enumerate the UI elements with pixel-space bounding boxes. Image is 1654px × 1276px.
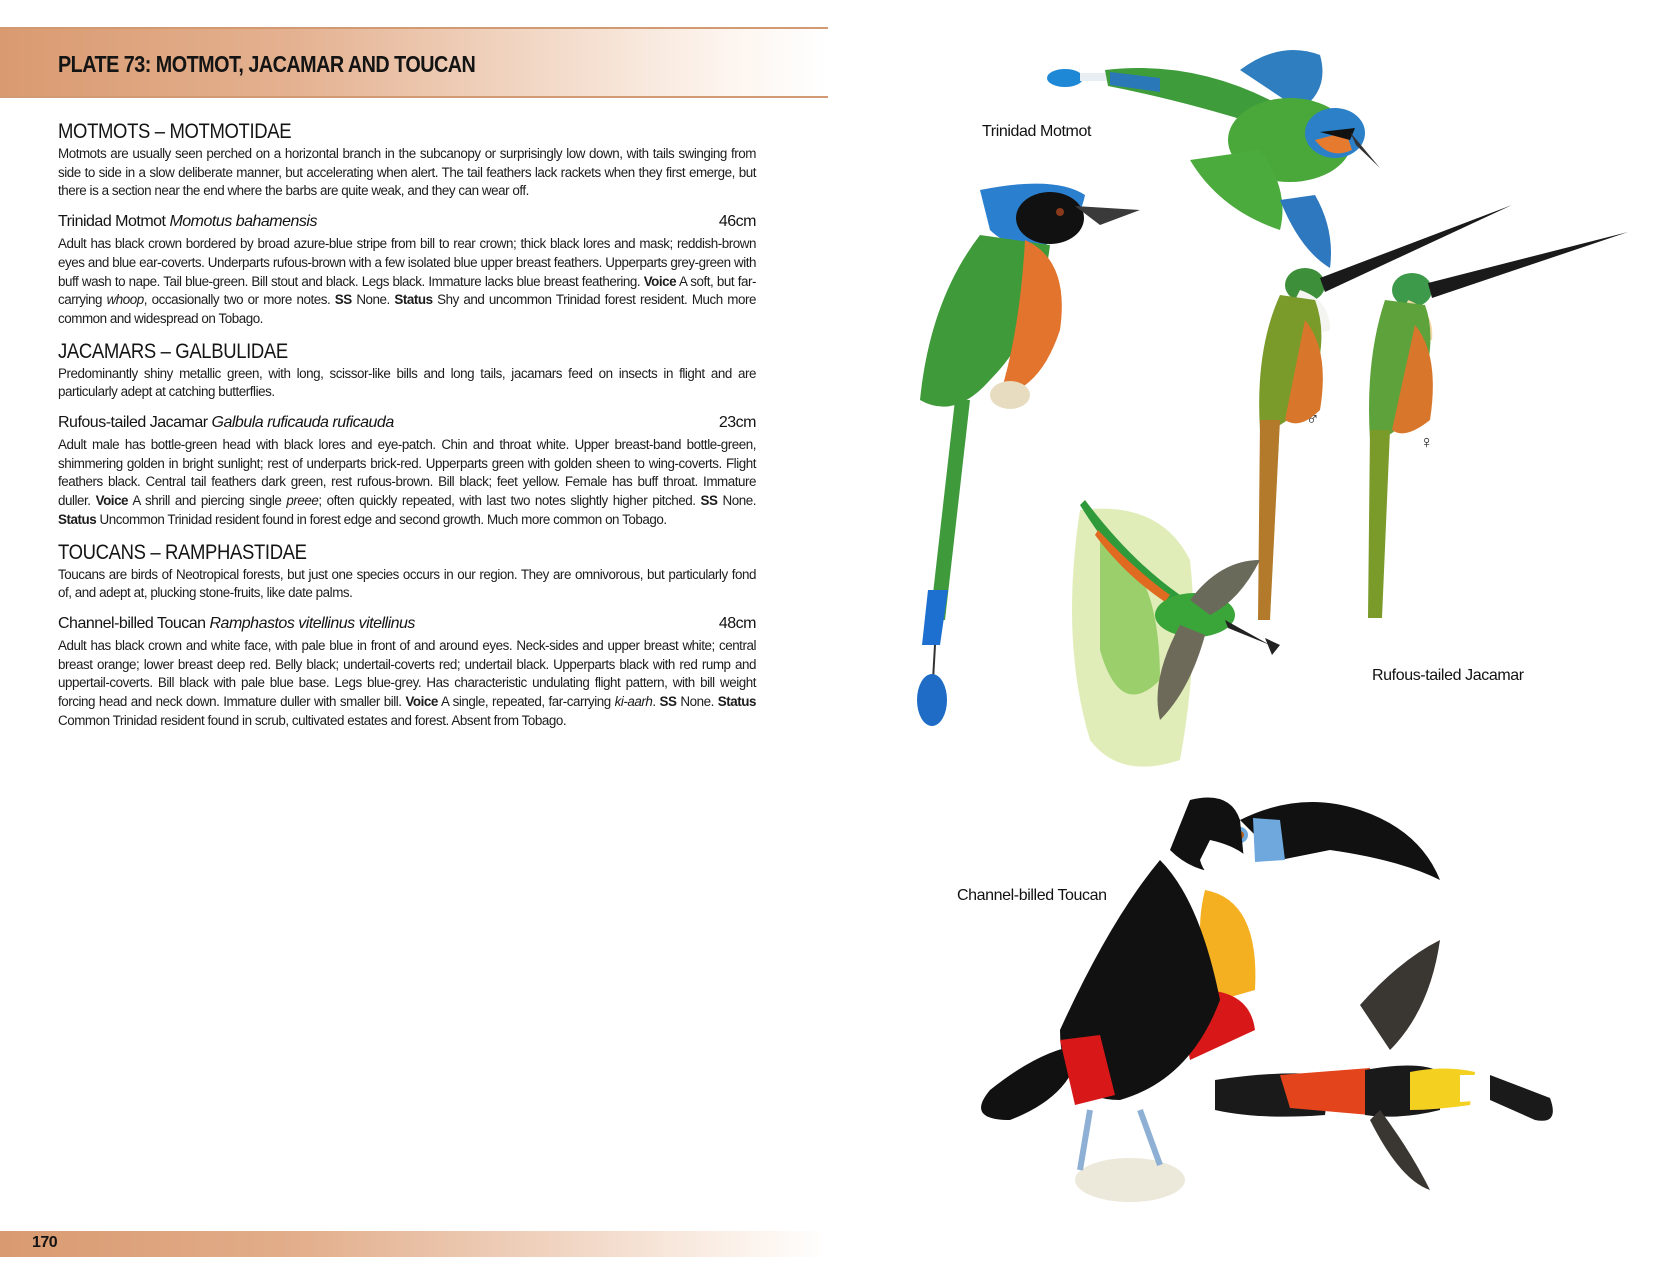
species-common-name: Rufous-tailed Jacamar: [58, 414, 208, 432]
family-heading: JACAMARS – GALBULIDAE: [58, 339, 288, 363]
species-scientific-name: Ramphastos vitellinus vitellinus: [209, 614, 415, 632]
status-text: Shy and uncommon Trinidad forest resident. Much more common and widespread on Tobago.: [58, 292, 757, 326]
family-section-toucans: [58, 540, 756, 731]
description-text: Adult has black crown and white face, with pale blue in front of and around eyes. Neck-sides and upper breast white; central breast orange; lower breast deep red. Belly black; undertail-coverts red; undertail black. Upperparts black with red rump and uppertail-coverts. Bill black with pale blue base. Legs blue-grey. Has characteristic undulating flight pattern, with bill weight forcing head and neck down. Immature duller with smaller bill.: [58, 637, 756, 710]
voice-label: Voice: [643, 273, 677, 289]
ss-text: None.: [722, 493, 756, 509]
status-text: Uncommon Trinidad resident found in forest edge and second growth. Much more common on Tobago.: [99, 511, 667, 527]
family-intro: Motmots are usually seen perched on a horizontal branch in the subcanopy or surprisingly low down, with tails swinging from side to side in a slow deliberate manner, but accelerating when alert. The tail feathers lack rackets when they first emerge, but there is a section near the end where the barbs are quite weak, and they can wear off.: [58, 146, 756, 199]
species-common-name: Channel-billed Toucan: [58, 614, 206, 632]
voice-label: Voice: [95, 493, 129, 509]
voice-text: A single, repeated, far-carrying: [441, 694, 615, 710]
status-label: Status: [58, 511, 97, 527]
species-size: 46cm: [718, 213, 756, 231]
motmot-flying-illustration: [1047, 50, 1380, 268]
family-heading: MOTMOTS – MOTMOTIDAE: [58, 120, 292, 143]
species-header: [58, 613, 756, 635]
plate-label-jacamar: Rufous-tailed Jacamar: [1372, 667, 1524, 684]
plate-title: PLATE 73: MOTMOT, JACAMAR AND TOUCAN: [58, 51, 476, 77]
species-scientific-name: Galbula ruficauda ruficauda: [211, 414, 394, 432]
status-text: Common Trinidad resident found in scrub, cultivated estates and forest. Absent from Tobago.: [58, 712, 567, 728]
voice-text: A shrill and piercing single: [132, 493, 287, 509]
plate-label-motmot: Trinidad Motmot: [982, 123, 1092, 140]
voice-call: whoop: [106, 292, 144, 308]
voice-label: Voice: [405, 694, 438, 710]
voice-call: preee: [286, 493, 319, 509]
description-text: Adult male has bottle-green head with black lores and eye-patch. Chin and throat white. Upper breast-band bottle-green, shimmering golden in bright sunlight; rest of underparts brick-red. Upperparts green with golden sheen to wing-coverts. Flight feathers black. Central tail feathers dark green, rest rufous-brown. Bill black; feet yellow. Female has buff throat. Immature duller.: [58, 437, 756, 509]
ss-label: SS: [700, 493, 718, 509]
toucan-flying-illustration: [1215, 940, 1553, 1190]
family-heading: TOUCANS – RAMPHASTIDAE: [58, 540, 307, 564]
ss-text: None.: [356, 292, 390, 308]
species-size: 48cm: [718, 614, 756, 632]
voice-text-end: ; often quickly repeated, with last two notes slightly higher pitched.: [318, 493, 696, 509]
page-number: 170: [32, 1234, 58, 1251]
family-section-motmots: [58, 119, 756, 329]
ss-text: None.: [680, 694, 714, 710]
family-intro: Toucans are birds of Neotropical forests, but just one species occurs in our region. They are omnivorous, but particularly fond of, and adept at, plucking stone-fruits, like date palms.: [58, 566, 756, 601]
species-description: [58, 637, 756, 731]
status-label: Status: [717, 694, 756, 710]
ss-label: SS: [334, 292, 352, 308]
status-label: Status: [394, 292, 433, 308]
species-description: [58, 235, 756, 329]
family-intro: Predominantly shiny metallic green, with long, scissor-like bills and long tails, jacamars feed on insects in flight and are particularly adept at catching butterflies.: [58, 365, 756, 400]
voice-call: ki-aarh: [614, 694, 653, 710]
voice-text: A soft, but far-carrying: [58, 273, 756, 308]
species-description: [58, 436, 756, 530]
jacamar-female-illustration: [1368, 232, 1628, 618]
female-symbol: ♀: [1420, 432, 1434, 452]
plate-illustrations: [860, 0, 1654, 1276]
species-size: 23cm: [718, 414, 756, 432]
species-scientific-name: Momotus bahamensis: [169, 213, 317, 231]
species-text-column: [58, 119, 756, 740]
species-name: [58, 613, 415, 635]
species-header: [58, 412, 756, 434]
family-section-jacamars: [58, 339, 756, 530]
species-name: [58, 211, 317, 233]
description-text: Adult has black crown bordered by broad azure-blue stripe from bill to rear crown; thick black lores and mask; reddish-brown eyes and blue ear-coverts. Underparts rufous-brown with a few isolated blue upper breast feathers. Upperparts grey-green with buff wash to nape. Tail blue-green. Bill stout and black. Legs black. Immature lacks blue breast feathering.: [58, 236, 756, 289]
voice-text-end: , occasionally two or more notes.: [143, 292, 331, 308]
voice-text-end: .: [652, 694, 656, 710]
jacamar-flying-illustration: [1072, 500, 1280, 767]
species-common-name: Trinidad Motmot: [58, 213, 166, 231]
ss-label: SS: [659, 694, 677, 710]
male-symbol: ♂: [1306, 409, 1320, 429]
plate-label-toucan: Channel-billed Toucan: [957, 887, 1107, 904]
species-header: [58, 211, 756, 233]
species-name: [58, 412, 394, 434]
footer-band: [0, 1231, 828, 1257]
